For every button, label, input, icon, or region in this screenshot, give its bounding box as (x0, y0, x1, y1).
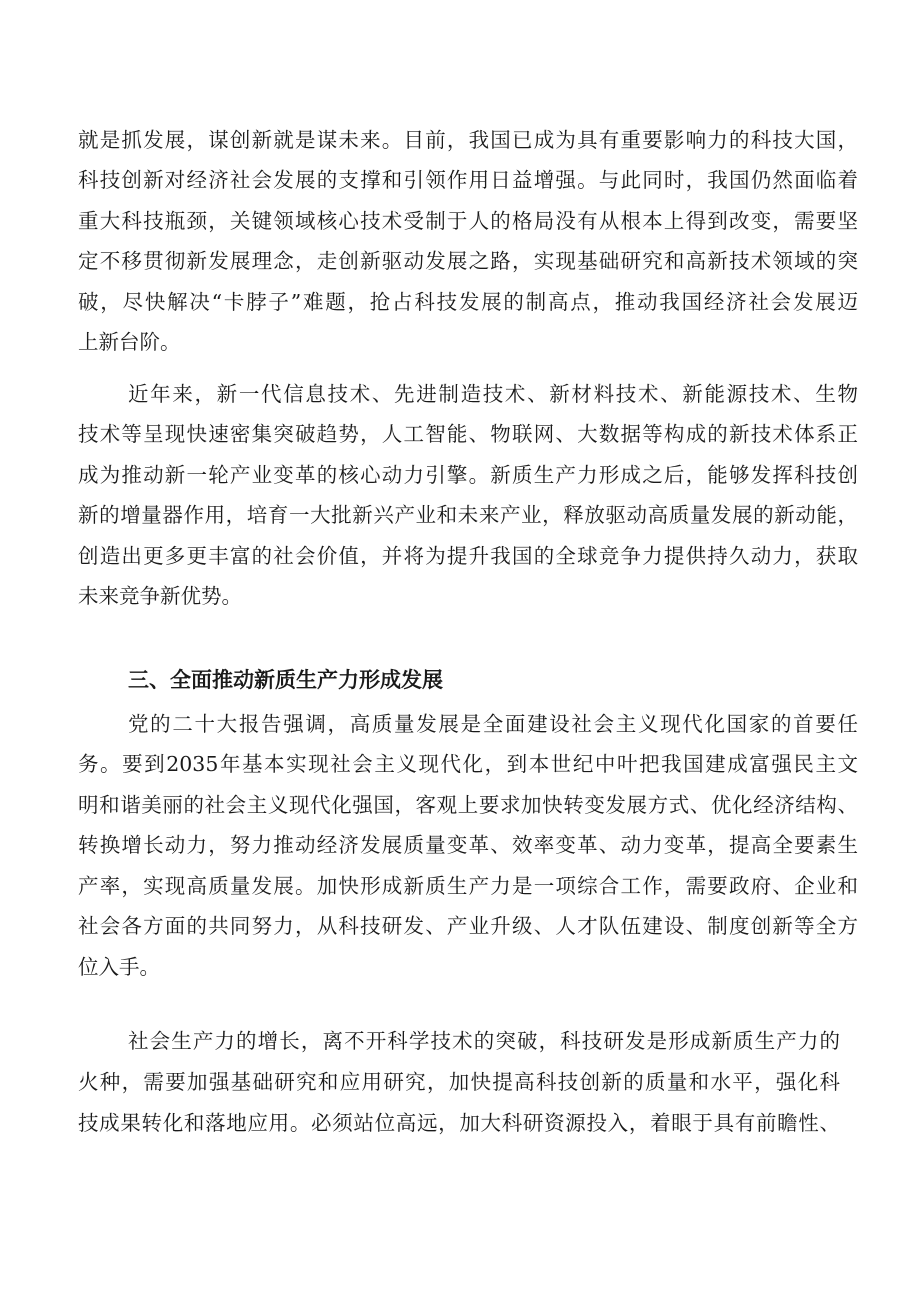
paragraph-1-line-5: 破，尽快解决“卡脖子”难题，抢占科技发展的制高点，推动我国经济社会发展迈 (78, 290, 858, 314)
paragraph-2-line-6: 未来竞争新优势。 (78, 584, 242, 608)
paragraph-2-line-1: 近年来，新一代信息技术、先进制造技术、新材料技术、新能源技术、生物 (128, 382, 858, 406)
paragraph-1-line-6: 上新台阶。 (78, 330, 181, 354)
paragraph-4-line-2: 火种，需要加强基础研究和应用研究，加快提高科技创新的质量和水平，强化科 (78, 1070, 840, 1094)
paragraph-3-line-4: 转换增长动力，努力推动经济发展质量变革、效率变革、动力变革，提高全要素生 (78, 833, 858, 857)
paragraph-1-line-4: 定不移贯彻新发展理念，走创新驱动发展之路，实现基础研究和高新技术领域的突 (78, 249, 858, 273)
paragraph-3-line-1: 党的二十大报告强调，高质量发展是全面建设社会主义现代化国家的首要任 (128, 712, 858, 736)
paragraph-3-line-5: 产率，实现高质量发展。加快形成新质生产力是一项综合工作，需要政府、企业和 (78, 874, 858, 898)
paragraph-3-line-2: 务。要到2035年基本实现社会主义现代化，到本世纪中叶把我国建成富强民主文 (78, 752, 858, 776)
paragraph-4-line-3: 技成果转化和落地应用。必须站位高远，加大科研资源投入，着眼于具有前瞻性、 (78, 1111, 840, 1135)
section-heading: 三、全面推动新质生产力形成发展 (128, 668, 443, 692)
paragraph-1-line-3: 重大科技瓶颈，关键领域核心技术受制于人的格局没有从根本上得到改变，需要坚 (78, 209, 858, 233)
paragraph-3-line-6: 社会各方面的共同努力，从科技研发、产业升级、人才队伍建设、制度创新等全方 (78, 914, 858, 938)
paragraph-4-line-1: 社会生产力的增长，离不开科学技术的突破，科技研发是形成新质生产力的 (128, 1029, 840, 1053)
paragraph-2-line-4: 新的增量器作用，培育一大批新兴产业和未来产业，释放驱动高质量发展的新动能， (78, 503, 858, 527)
paragraph-1-line-1: 就是抓发展，谋创新就是谋未来。目前，我国已成为具有重要影响力的科技大国， (78, 128, 858, 152)
paragraph-2-line-5: 创造出更多更丰富的社会价值，并将为提升我国的全球竞争力提供持久动力，获取 (78, 544, 858, 568)
paragraph-2-line-2: 技术等呈现快速密集突破趋势，人工智能、物联网、大数据等构成的新技术体系正 (78, 422, 858, 446)
paragraph-1-line-2: 科技创新对经济社会发展的支撑和引领作用日益增强。与此同时，我国仍然面临着 (78, 168, 858, 192)
paragraph-3-line-3: 明和谐美丽的社会主义现代化强国，客观上要求加快转变发展方式、优化经济结构、 (78, 793, 858, 817)
paragraph-2-line-3: 成为推动新一轮产业变革的核心动力引擎。新质生产力形成之后，能够发挥科技创 (78, 463, 858, 487)
paragraph-3-line-7: 位入手。 (78, 955, 160, 979)
